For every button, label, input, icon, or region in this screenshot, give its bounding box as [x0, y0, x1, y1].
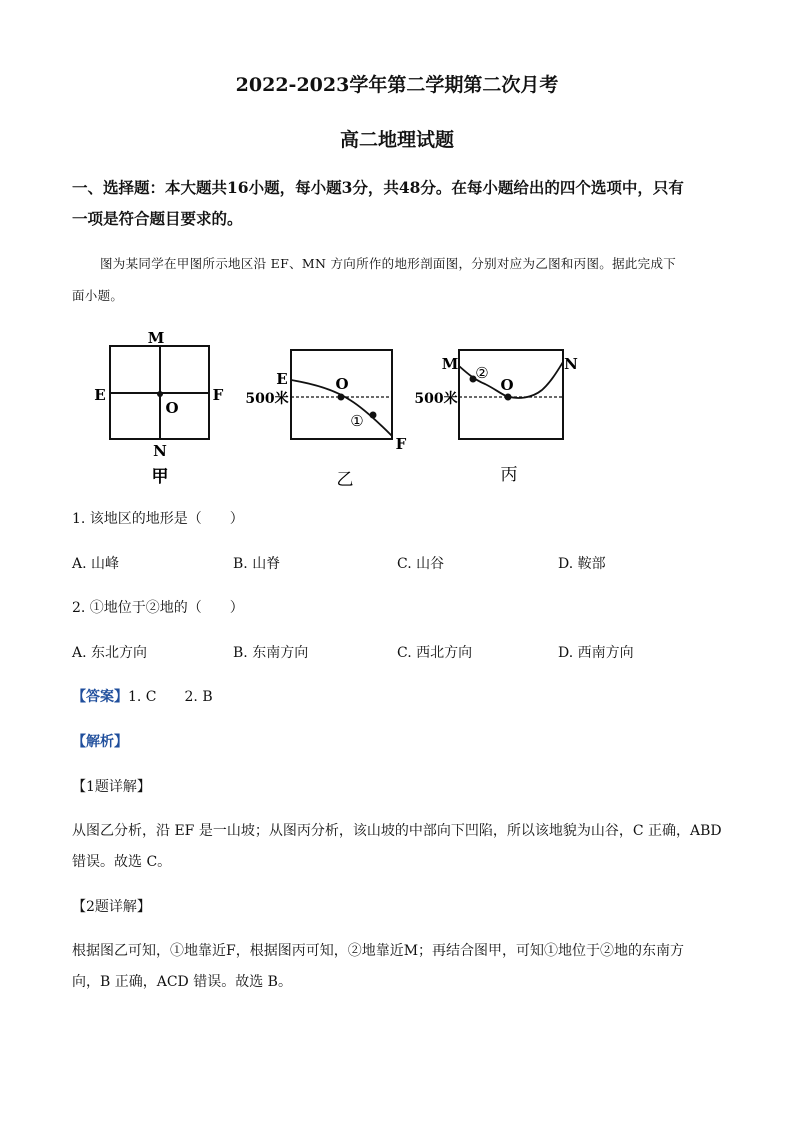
yi-label-F: F — [395, 435, 407, 453]
jia-label-F: F — [212, 386, 224, 404]
detail-2-line1: 根据图乙可知，①地靠近F，根据图丙可知，②地靠近M；再结合图甲，可知①地位于②地的东南方 — [72, 943, 685, 959]
figure-jia — [94, 329, 223, 487]
question-2-stem: 2. ①地位于②地的（ ） — [72, 600, 244, 616]
answer-line — [72, 686, 213, 706]
figure-yi — [245, 350, 406, 490]
bing-label-O: O — [500, 376, 514, 394]
question-1-option-c: C. 山谷 — [397, 556, 445, 572]
analysis-label: 【解析】 — [72, 734, 128, 750]
section-instruction-line2: 一项是符合题目要求的。 — [72, 209, 243, 228]
answer-text: 1. C 2. B — [128, 689, 213, 705]
bing-label-N: N — [564, 355, 578, 373]
exam-subtitle: 高二地理试题 — [339, 129, 454, 151]
jia-label-E: E — [94, 386, 106, 404]
exam-title: 2022-2023学年第二学期第二次月考 — [235, 74, 559, 96]
figure-bing — [414, 350, 578, 485]
terrain-profile-figure — [80, 322, 600, 492]
detail-2-line2: 向，B 正确，ACD 错误。故选 B。 — [72, 974, 292, 990]
question-2-option-a: A. 东北方向 — [72, 645, 148, 661]
jia-caption: 甲 — [151, 467, 169, 487]
detail-1-line1: 从图乙分析，沿 EF 是一山坡；从图丙分析，该山坡的中部向下凹陷，所以该地貌为山谷，C 正确，ABD — [72, 823, 722, 839]
jia-label-M: M — [147, 329, 165, 347]
question-2-option-c: C. 西北方向 — [397, 645, 473, 661]
question-1-option-d: D. 鞍部 — [558, 556, 606, 572]
answer-label: 【答案】 — [72, 689, 128, 705]
question-2-option-d: D. 西南方向 — [558, 645, 634, 661]
question-2-option-b: B. 东南方向 — [233, 645, 309, 661]
detail-2-label: 【2题详解】 — [72, 899, 151, 915]
question-1-stem: 1. 该地区的地形是（ ） — [72, 511, 244, 527]
yi-mark-1: ① — [350, 412, 364, 430]
detail-1-line2: 错误。故选 C。 — [72, 854, 172, 870]
jia-label-N: N — [153, 442, 167, 460]
yi-caption: 乙 — [336, 470, 354, 490]
bing-caption: 丙 — [500, 465, 518, 485]
bing-mark-2: ② — [475, 364, 489, 382]
question-1-option-b: B. 山脊 — [233, 556, 281, 572]
section-instruction-line1: 一、选择题：本大题共16小题，每小题3分，共48分。在每小题给出的四个选项中，只有 — [72, 178, 684, 197]
bing-label-M: M — [441, 355, 459, 373]
yi-label-E: E — [276, 370, 288, 388]
intro-line1: 图为某同学在甲图所示地区沿 EF、MN 方向所作的地形剖面图，分别对应为乙图和丙图。据此完成下 — [100, 256, 677, 271]
detail-1-label: 【1题详解】 — [72, 779, 151, 795]
jia-label-O: O — [165, 399, 179, 417]
bing-level-label: 500米 — [414, 391, 458, 407]
yi-level-label: 500米 — [245, 391, 289, 407]
intro-line2: 面小题。 — [72, 288, 124, 303]
yi-label-O: O — [335, 375, 349, 393]
question-1-option-a: A. 山峰 — [72, 556, 120, 572]
